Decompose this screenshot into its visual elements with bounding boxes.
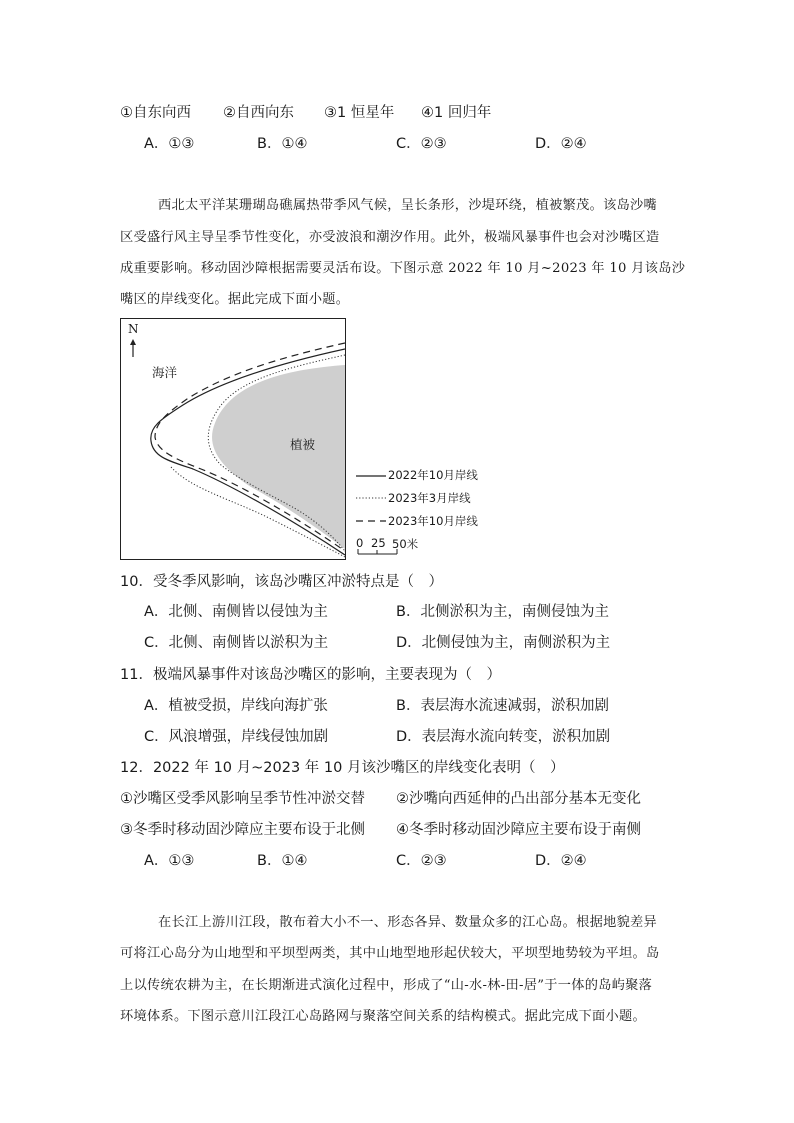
scale-tick-50: 50米 bbox=[392, 537, 419, 551]
q12-option-c[interactable]: C．②③ bbox=[396, 853, 447, 869]
vegetation-label: 植被 bbox=[290, 437, 316, 452]
q11-option-b[interactable]: B．表层海水流速减弱，淤积加剧 bbox=[396, 698, 609, 714]
q10-stem: 10．受冬季风影响，该岛沙嘴区冲淤特点是（ ） bbox=[120, 574, 443, 590]
q10-option-c[interactable]: C．北侧、南侧皆以淤积为主 bbox=[144, 635, 329, 651]
q9-option-d[interactable]: D．②④ bbox=[535, 136, 587, 152]
legend-2022-10: 2022年10月岸线 bbox=[388, 468, 478, 482]
q9-option-b[interactable]: B．①④ bbox=[257, 136, 308, 152]
q9-item-4: ④1 回归年 bbox=[421, 105, 492, 121]
q12-stem: 12．2022 年 10 月~2023 年 10 月该沙嘴区的岸线变化表明（ ） bbox=[120, 760, 565, 776]
q9-option-c[interactable]: C．②③ bbox=[396, 136, 447, 152]
passage1-line-2: 区受盛行风主导呈季节性变化，亦受波浪和潮汐作用。此外，极端风暴事件也会对沙嘴区造 bbox=[120, 230, 660, 245]
passage2-line-3: 上以传统农耕为主，在长期渐进式演化过程中，形成了“山-水-林-田-居”于一体的岛屿聚落 bbox=[120, 978, 653, 993]
legend-2023-10: 2023年10月岸线 bbox=[388, 514, 478, 528]
q11-option-d[interactable]: D．表层海水流向转变，淤积加剧 bbox=[396, 729, 611, 745]
north-label: N bbox=[128, 322, 139, 336]
legend-symbols bbox=[355, 468, 387, 528]
passage1-line-4: 嘴区的岸线变化。据此完成下面小题。 bbox=[120, 292, 350, 307]
sea-label: 海洋 bbox=[152, 365, 178, 380]
shoreline-map bbox=[120, 318, 346, 560]
q12-item-2: ②沙嘴向西延伸的凸出部分基本无变化 bbox=[396, 791, 641, 807]
q12-item-3: ③冬季时移动固沙障应主要布设于北侧 bbox=[120, 822, 365, 838]
q12-option-a[interactable]: A．①③ bbox=[144, 853, 195, 869]
q10-option-a[interactable]: A．北侧、南侧皆以侵蚀为主 bbox=[144, 604, 328, 620]
legend-2023-03: 2023年3月岸线 bbox=[388, 491, 471, 505]
passage1-line-3: 成重要影响。移动固沙障根据需要灵活布设。下图示意 2022 年 10 月~2023 年 10 月该岛沙 bbox=[120, 261, 686, 276]
q9-item-1: ①自东向西 bbox=[120, 105, 191, 121]
scale-bar bbox=[357, 548, 407, 556]
passage2-line-1: 在长江上游川江段，散布着大小不一、形态各异、数量众多的江心岛。根据地貌差异 bbox=[158, 915, 658, 930]
scale-tick-0: 0 bbox=[356, 536, 364, 550]
vegetation-area bbox=[212, 365, 345, 549]
q12-item-1: ①沙嘴区受季风影响呈季节性冲淤交替 bbox=[120, 791, 365, 807]
q9-item-2: ②自西向东 bbox=[223, 105, 294, 121]
q12-option-b[interactable]: B．①④ bbox=[257, 853, 308, 869]
q12-item-4: ④冬季时移动固沙障应主要布设于南侧 bbox=[396, 822, 641, 838]
q10-option-b[interactable]: B．北侧淤积为主，南侧侵蚀为主 bbox=[396, 604, 609, 620]
q9-item-3: ③1 恒星年 bbox=[324, 105, 395, 121]
q11-option-a[interactable]: A．植被受损，岸线向海扩张 bbox=[144, 698, 328, 714]
q9-option-a[interactable]: A．①③ bbox=[144, 136, 195, 152]
q11-option-c[interactable]: C．风浪增强，岸线侵蚀加剧 bbox=[144, 729, 329, 745]
passage1-line-1: 西北太平洋某珊瑚岛礁属热带季风气候，呈长条形，沙堤环绕，植被繁茂。该岛沙嘴 bbox=[158, 198, 658, 213]
q10-option-d[interactable]: D．北侧侵蚀为主，南侧淤积为主 bbox=[396, 635, 611, 651]
scale-tick-25: 25 bbox=[371, 536, 386, 550]
q12-option-d[interactable]: D．②④ bbox=[535, 853, 587, 869]
passage2-line-4: 环境体系。下图示意川江段江心岛路网与聚落空间关系的结构模式。据此完成下面小题。 bbox=[120, 1009, 647, 1024]
passage2-line-2: 可将江心岛分为山地型和平坝型两类，其中山地型地形起伏较大，平坝型地势较为平坦。岛 bbox=[120, 946, 660, 961]
q11-stem: 11．极端风暴事件对该岛沙嘴区的影响，主要表现为（ ） bbox=[120, 667, 501, 683]
